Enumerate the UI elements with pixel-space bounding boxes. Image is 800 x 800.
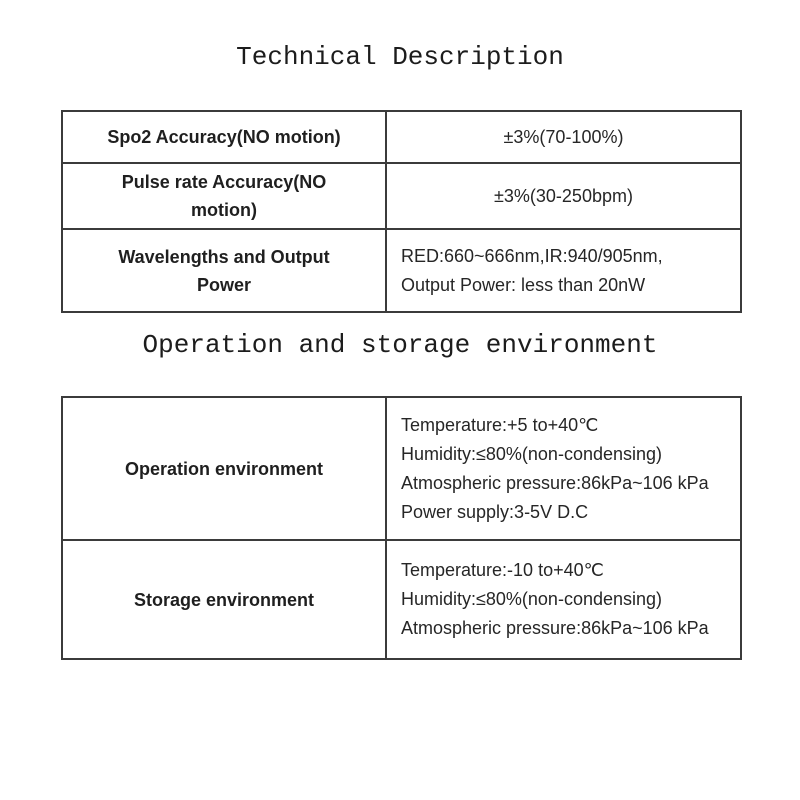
table-row [62,229,741,312]
operation-storage-environment-heading: Operation and storage environment [142,330,658,360]
technical-description-table [61,110,742,313]
table-row [62,111,741,163]
table-row [62,163,741,229]
value-line: RED:660~666nm,IR:940/905nm, [401,245,663,266]
value-line: Humidity:≤80%(non-condensing) [401,589,663,609]
pulse-rate-accuracy-value: ±3%(30-250bpm) [386,163,741,229]
storage-environment-label: Storage environment [62,540,386,659]
value-line: Atmospheric pressure:86kPa~106 kPa [401,472,709,493]
spo2-accuracy-label: Spo2 Accuracy(NO motion) [62,111,386,163]
pulse-rate-accuracy-label: Pulse rate Accuracy(NO motion) [62,163,386,229]
value-line: Temperature:-10 to+40℃ [401,560,604,580]
operation-environment-label: Operation environment [62,397,386,540]
technical-description-heading: Technical Description [236,42,564,72]
table-row [62,540,741,659]
wavelengths-output-power-value [386,229,741,312]
value-line: Humidity:≤80%(non-condensing) [401,443,663,464]
table-row [62,397,741,540]
spo2-accuracy-value: ±3%(70-100%) [386,111,741,163]
value-line: Output Power: less than 20nW [401,274,646,295]
operation-environment-value [386,397,741,540]
value-line: Power supply:3-5V D.C [401,501,589,522]
value-line: Temperature:+5 to+40℃ [401,414,599,435]
wavelengths-output-power-label: Wavelengths and Output Power [62,229,386,312]
operation-storage-environment-table [61,396,742,660]
storage-environment-value [386,540,741,659]
value-line: Atmospheric pressure:86kPa~106 kPa [401,618,709,638]
